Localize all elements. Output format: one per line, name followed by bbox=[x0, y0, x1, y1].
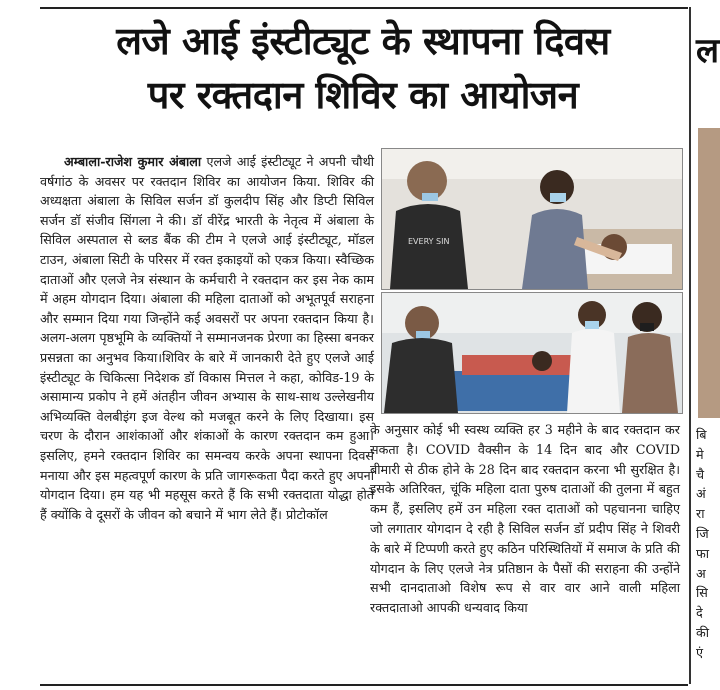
photo-illustration-1 bbox=[382, 149, 682, 289]
top-rule bbox=[40, 7, 688, 9]
adjacent-photo-fragment bbox=[698, 128, 720, 418]
headline-line-2: पर रक्तदान शिविर का आयोजन bbox=[147, 73, 579, 117]
adjacent-headline-fragment: ल bbox=[696, 31, 720, 71]
dateline: अम्बाला-राजेश कुमार अंबाला bbox=[64, 154, 202, 169]
photo-illustration-2 bbox=[382, 293, 682, 413]
headline-line-1: लजे आई इंस्टीट्यूट के स्थापना दिवस bbox=[116, 19, 610, 63]
shirt-print: EVERY SIN bbox=[408, 237, 450, 246]
bottom-rule bbox=[40, 684, 688, 686]
article-body-left bbox=[40, 152, 374, 524]
column-divider bbox=[689, 7, 691, 684]
photo-blood-donation-1 bbox=[381, 148, 683, 290]
article-body-right: के अनुसार कोई भी स्वस्थ व्यक्ति हर 3 महीने के बाद रक्तदान कर सकता है। COVID वैक्सीन के 14 दिन बाद और COVID बीमारी से ठीक होने के 28 दिन बाद रक्तदान करना भी सुरक्षित है। इसके अतिरिक्त, चूंकि महिला दाता पुरुष दाताओं की तुलना में बहुत कम हैं, इसलिए हमें उन महिला रक्त दाताओं को पहचानना चाहिए जो लगातार योगदान दे रही है सिविल सर्जन डॉ प्रदीप सिंह ने शिवरी के बारे में टिप्पणी करते हुए कठिन परिस्थितियों में समाज के प्रति की योगदान के लिए एलजे नेत्र प्रतिष्ठान के पैसों की सराहना की उन्होंने सभी दानदाताओ विशेष रूप से वार वार आने वाली महिला रक्तदाताओ आपकी धन्यवाद किया bbox=[370, 422, 680, 616]
adjacent-text-fragment: बि मे चै अं रा जि फा अ सि दे की एं bbox=[696, 427, 710, 660]
photo-blood-donation-2 bbox=[381, 292, 683, 414]
article-text-left: एलजे आई इंस्टीट्यूट ने अपनी चौथी वर्षगांठ के अवसर पर रक्तदान शिविर का आयोजन किया. शिविर की अध्यक्षता अंबाला के सिविल सर्जन डॉ कुलदीप सिंह और डिप्टी सिविल सर्जन डॉ संजीव सिंगला ने की। डॉ वीरेंद्र भारती के नेतृत्व में अंबाला के सिविल अस्पताल से ब्लड बैंक की टीम ने एलजे आई इंस्टीट्यूट, मॉडल टाउन, अंबाला सिटी के परिसर में रक्त इकाइयों को एकत्र किया। स्वैच्छिक दाताओं और एलजे नेत्र संस्थान के कर्मचारी ने रक्तदान कर इस नेक काम में अहम योगदान दिया। अंबाला की महिला दाताओं को अभूतपूर्व सराहना और सम्मान दिया गया जिन्होंने कई अवसरों पर अपना रक्तदान किया है। अलग-अलग पृष्ठभूमि के व्यक्तियों ने सम्मानजनक प्रेरणा का हिस्सा बनकर प्रसन्नता का अनुभव किया।शिविर के बारे में जानकारी देते हुए एलजे आई इंस्टीट्यूट के चिकित्सा निदेशक डॉ विकास मित्तल ने कहा, कोविड-19 के असामान्य प्रकोप ने हमें अंतहीन जीवन अभ्यास के साथ-साथ उल्लेखनीय अभिव्यक्ति वेलबीइंग इज वेल्थ को मजबूत करने के लिए दिखाया। इस चरण के दौरान आशंकाओं और शंकाओं के कारण रक्तदान कम हुआ। इसलिए, हमने रक्तदान शिविर का समन्वय करके अपना स्थापना दिवस मनाया और इस महत्वपूर्ण कारण के प्रति जागरूकता पैदा करते हुए अपना योगदान दिया। हम यह भी महसूस करते हैं कि सभी रक्तदाता योद्धा होते हैं क्योंकि वे दूसरों के जीवन को बचाने में भाग लेते हैं। प्रोटोकॉल bbox=[40, 154, 374, 522]
adjacent-article-edge bbox=[694, 0, 720, 690]
headline bbox=[40, 14, 686, 122]
